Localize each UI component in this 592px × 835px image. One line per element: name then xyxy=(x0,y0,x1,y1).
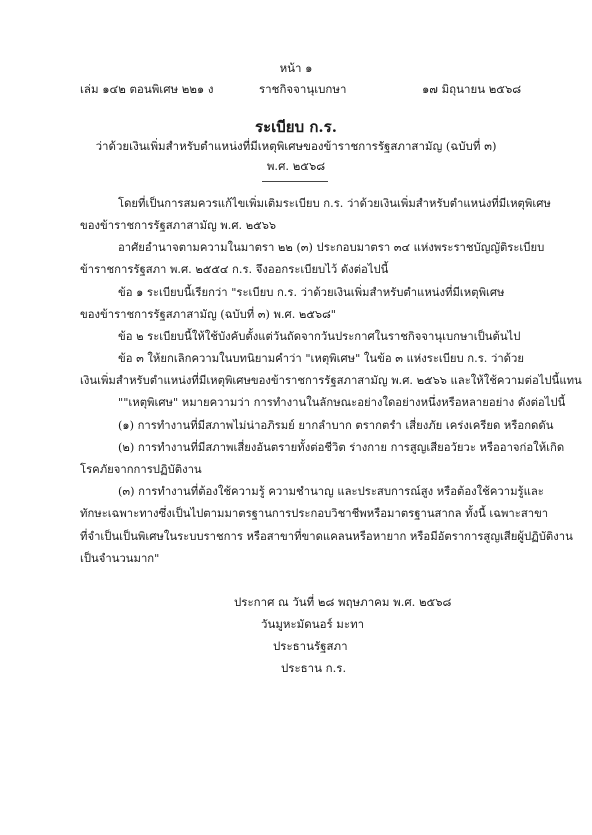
body-line: อาศัยอำนาจตามความในมาตรา ๒๒ (๓) ประกอบมาตรา ๓๔ แห่งพระราชบัญญัติระเบียบ xyxy=(118,241,545,254)
gazette-book-name: ราชกิจจานุเบกษา xyxy=(259,82,347,96)
body-line: ข้าราชการรัฐสภา พ.ศ. ๒๕๕๔ ก.ร. จึงออกระเบียบไว้ ดังต่อไปนี้ xyxy=(80,263,389,276)
body-line: โรคภัยจากการปฏิบัติงาน xyxy=(80,463,202,476)
body-line: เงินเพิ่มสำหรับตำแหน่งที่มีเหตุพิเศษของข้าราชการรัฐสภาสามัญ พ.ศ. ๒๕๖๖ และให้ใช้ความต่อไปนี้แทน xyxy=(80,374,582,387)
page-number: หน้า ๑ xyxy=(279,61,313,75)
gazette-date: ๑๗ มิถุนายน ๒๕๖๘ xyxy=(422,82,522,96)
signatory-name: วันมูหะมัดนอร์ มะทา xyxy=(261,617,365,631)
body-line: เป็นจำนวนมาก" xyxy=(80,552,160,565)
body-line: ข้อ ๓ ให้ยกเลิกความในบทนิยามคำว่า "เหตุพิเศษ" ในข้อ ๓ แห่งระเบียบ ก.ร. ว่าด้วย xyxy=(118,352,524,365)
document-subtitle: ว่าด้วยเงินเพิ่มสำหรับตำแหน่งที่มีเหตุพิเศษของข้าราชการรัฐสภาสามัญ (ฉบับที่ ๓) xyxy=(95,139,497,153)
announcement-date: ประกาศ ณ วันที่ ๒๘ พฤษภาคม พ.ศ. ๒๕๖๘ xyxy=(234,595,452,609)
body-line: (๒) การทำงานที่มีสภาพเสี่ยงอันตรายทั้งต่อชีวิต ร่างกาย การสูญเสียอวัยวะ หรืออาจก่อให้เกิด xyxy=(118,441,565,454)
body-line: (๑) การทำงานที่มีสภาพไม่น่าอภิรมย์ ยากลำบาก ตรากตรำ เสี่ยงภัย เคร่งเครียด หรือกดดัน xyxy=(118,419,554,432)
body-line: ""เหตุพิเศษ" หมายความว่า การทำงานในลักษณะอย่างใดอย่างหนึ่งหรือหลายอย่าง ดังต่อไปนี้ xyxy=(118,396,566,409)
body-line: ข้อ ๒ ระเบียบนี้ให้ใช้บังคับตั้งแต่วันถัดจากวันประกาศในราชกิจจานุเบกษาเป็นต้นไป xyxy=(118,330,521,343)
body-line: ที่จำเป็นเป็นพิเศษในระบบราชการ หรือสาขาที่ขาดแคลนหรือหายาก หรือมีอัตราการสูญเสียผู้ปฏิบัติงาน xyxy=(80,530,573,543)
signatory-position-1: ประธานรัฐสภา xyxy=(273,639,348,653)
body-line: ทักษะเฉพาะทางซึ่งเป็นไปตามมาตรฐานการประกอบวิชาชีพหรือมาตรฐานสากล ทั้งนี้ เฉพาะสาขา xyxy=(80,507,549,520)
body-line: โดยที่เป็นการสมควรแก้ไขเพิ่มเติมระเบียบ ก.ร. ว่าด้วยเงินเพิ่มสำหรับตำแหน่งที่มีเหตุพิเศษ xyxy=(118,197,551,210)
title-divider xyxy=(262,181,328,182)
document-year: พ.ศ. ๒๕๖๘ xyxy=(266,159,326,173)
signatory-position-2: ประธาน ก.ร. xyxy=(281,661,347,675)
gazette-volume-issue: เล่ม ๑๔๒ ตอนพิเศษ ๒๒๑ ง xyxy=(80,82,214,96)
body-line: ของข้าราชการรัฐสภาสามัญ (ฉบับที่ ๓) พ.ศ. ๒๕๖๘" xyxy=(80,308,336,321)
body-line: ของข้าราชการรัฐสภาสามัญ พ.ศ. ๒๕๖๖ xyxy=(80,219,277,232)
document-title: ระเบียบ ก.ร. xyxy=(255,118,337,136)
body-line: ข้อ ๑ ระเบียบนี้เรียกว่า "ระเบียบ ก.ร. ว่าด้วยเงินเพิ่มสำหรับตำแหน่งที่มีเหตุพิเศษ xyxy=(118,286,505,299)
body-line: (๓) การทำงานที่ต้องใช้ความรู้ ความชำนาญ และประสบการณ์สูง หรือต้องใช้ความรู้และ xyxy=(118,485,544,498)
